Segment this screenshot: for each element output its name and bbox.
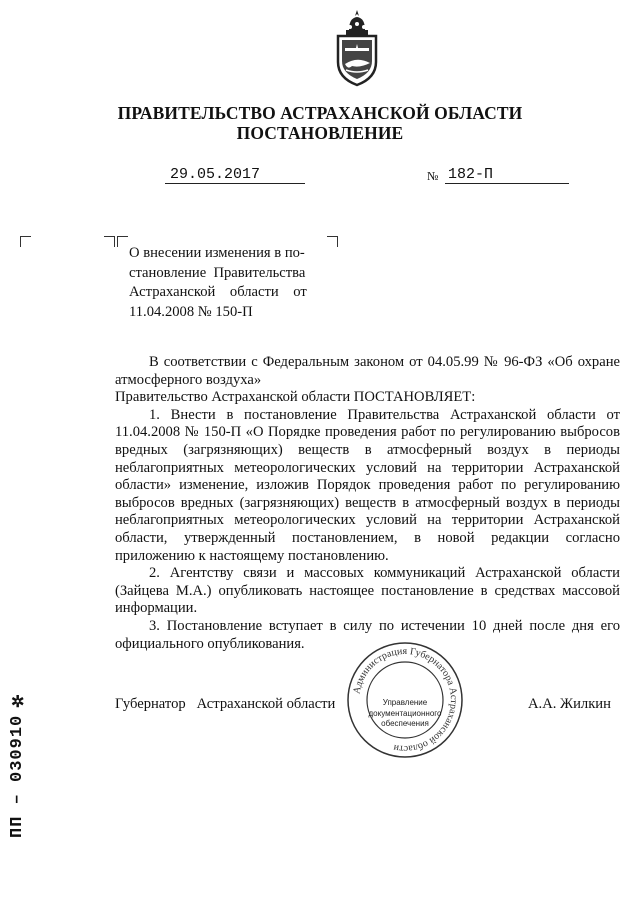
subject-line: 11.04.2008 № 150-П [129, 303, 253, 320]
stamp-line: обеспечения [381, 719, 429, 728]
stamp-ring-text: Администрация Губернатора Астраханской области [351, 645, 460, 755]
number-label: № [427, 169, 439, 183]
signatory-name: А.А. Жилкин [528, 696, 611, 712]
number-underline [445, 181, 569, 184]
subject-line: становление Правительства [129, 264, 306, 281]
coat-of-arms-icon [328, 8, 386, 88]
subject-left-corner-mark-a [104, 236, 115, 247]
document-number: 182-П [448, 166, 494, 183]
signatory-title: Губернатор Астраханской области [115, 696, 336, 712]
stamp-center-text [352, 698, 458, 730]
stamp-line: документационного [368, 708, 442, 718]
registration-number: ПП – 030910 [8, 714, 27, 838]
document-date: 29.05.2017 [170, 166, 261, 183]
preamble-paragraph: В соответствии с Федеральным законом от 04.05.99 № 96-ФЗ «Об охране атмосферного воздуха» [115, 354, 620, 388]
asterisk-mark: ✲ [11, 694, 25, 711]
resolution-paragraph: Правительство Астраханской области ПОСТАНОВЛЯЕТ: [115, 389, 476, 406]
left-top-corner-mark [20, 236, 31, 247]
clause-2-paragraph: 2. Агентству связи и массовых коммуникаций Астраханской области (Зайцева М.А.) опубликовать настоящее постановление в средствах массовой информации. [115, 565, 620, 617]
document-type-title: ПОСТАНОВЛЕНИЕ [236, 123, 404, 143]
government-title: ПРАВИТЕЛЬСТВО АСТРАХАНСКОЙ ОБЛАСТИ [117, 103, 523, 123]
clause-1-paragraph: 1. Внести в постановление Правительства Астраханской области от 11.04.2008 № 150-П «О Порядке проведения работ по регулированию выбросов вредных (загрязняющих) веществ в атмосферный воздух в периоды неблагоприятных метеорологических условий на территории Астраханской области» изменение, изложив Порядок проведения работ по регулированию выбросов вредных (загрязняющих) веществ в атмосферный воздух в периоды неблагоприятных метеорологических условий на территории Астраханской области, утвержденный постановлением, в новой редакции согласно приложению к настоящему постановлению. [115, 406, 620, 564]
stamp-line: Управление [382, 698, 428, 707]
subject-right-corner-mark [327, 236, 338, 247]
subject-line: О внесении изменения в по- [129, 245, 305, 261]
clause-3-paragraph: 3. Постановление вступает в силу по истечении 10 дней после дня его официального опубликования. [115, 617, 620, 652]
date-underline [165, 181, 305, 184]
subject-line: Астраханской области от [129, 284, 307, 301]
subject-left-corner-mark-b [117, 236, 128, 247]
document-body [115, 354, 620, 653]
document-subject [129, 244, 317, 322]
